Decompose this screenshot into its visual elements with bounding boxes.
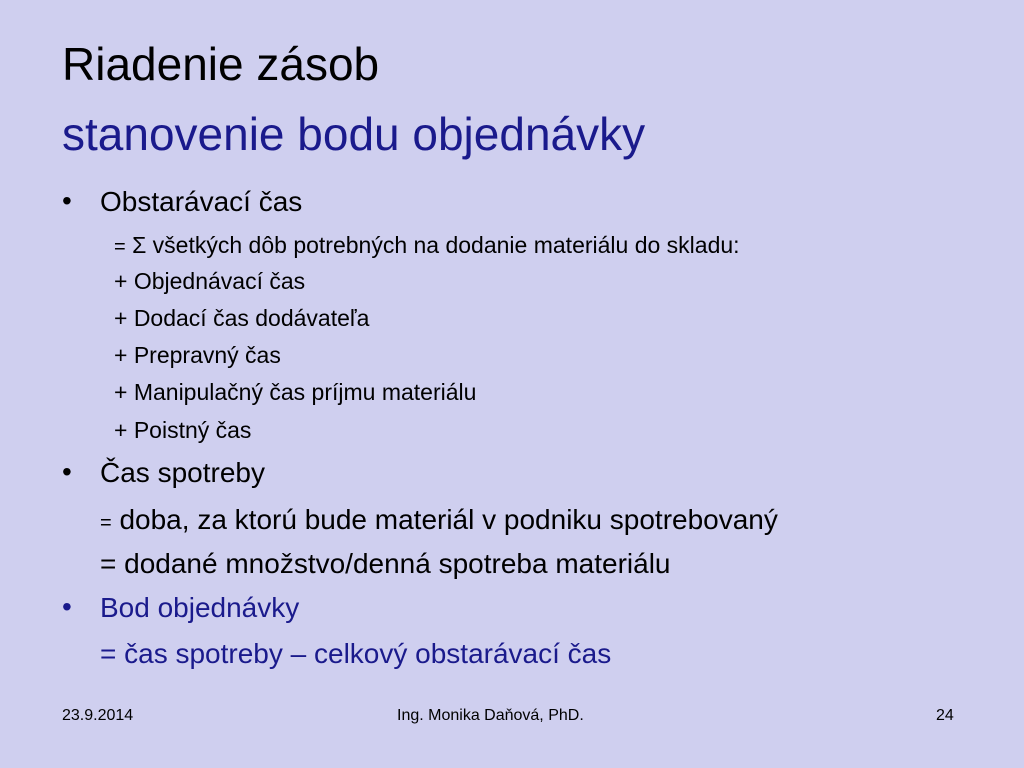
footer-date: 23.9.2014 [62,707,134,724]
sub-item-poistny-cas: + Poistný čas [114,417,252,443]
sub-item-manipulacny-cas: + Manipulačný čas príjmu materiálu [114,379,477,405]
definition-line [100,503,778,540]
slide-title: Riadenie zásob [62,38,380,90]
sub-item-objednavaci-cas: + Objednávací čas [114,268,306,294]
sub-item-sum [114,231,740,261]
formula-line: = dodané množstvo/denná spotreba materiálu [100,548,671,579]
bullet-marker: • [62,591,72,622]
bullet-marker: • [62,185,72,216]
bullet-cas-spotreby: Čas spotreby [100,457,265,488]
footer-page-number: 24 [936,707,954,724]
definition-prefix: = [100,512,112,534]
sub-item-prepravny-cas: + Prepravný čas [114,342,281,368]
sub-item-prefix: = [114,236,126,258]
sub-item-text: Σ všetkých dôb potrebných na dodanie materiálu do skladu: [125,232,740,258]
sub-item-dodaci-cas: + Dodací čas dodávateľa [114,305,370,331]
bullet-bod-objednavky: Bod objednávky [100,592,300,623]
bullet-obstaravaci-cas: Obstarávací čas [100,186,303,217]
footer-author: Ing. Monika Daňová, PhD. [397,707,584,724]
slide-subtitle: stanovenie bodu objednávky [62,108,646,160]
definition-text: doba, za ktorú bude materiál v podniku spotrebovaný [111,504,778,535]
formula-bod-objednavky: = čas spotreby – celkový obstarávací čas [100,638,612,669]
bullet-marker: • [62,456,72,487]
